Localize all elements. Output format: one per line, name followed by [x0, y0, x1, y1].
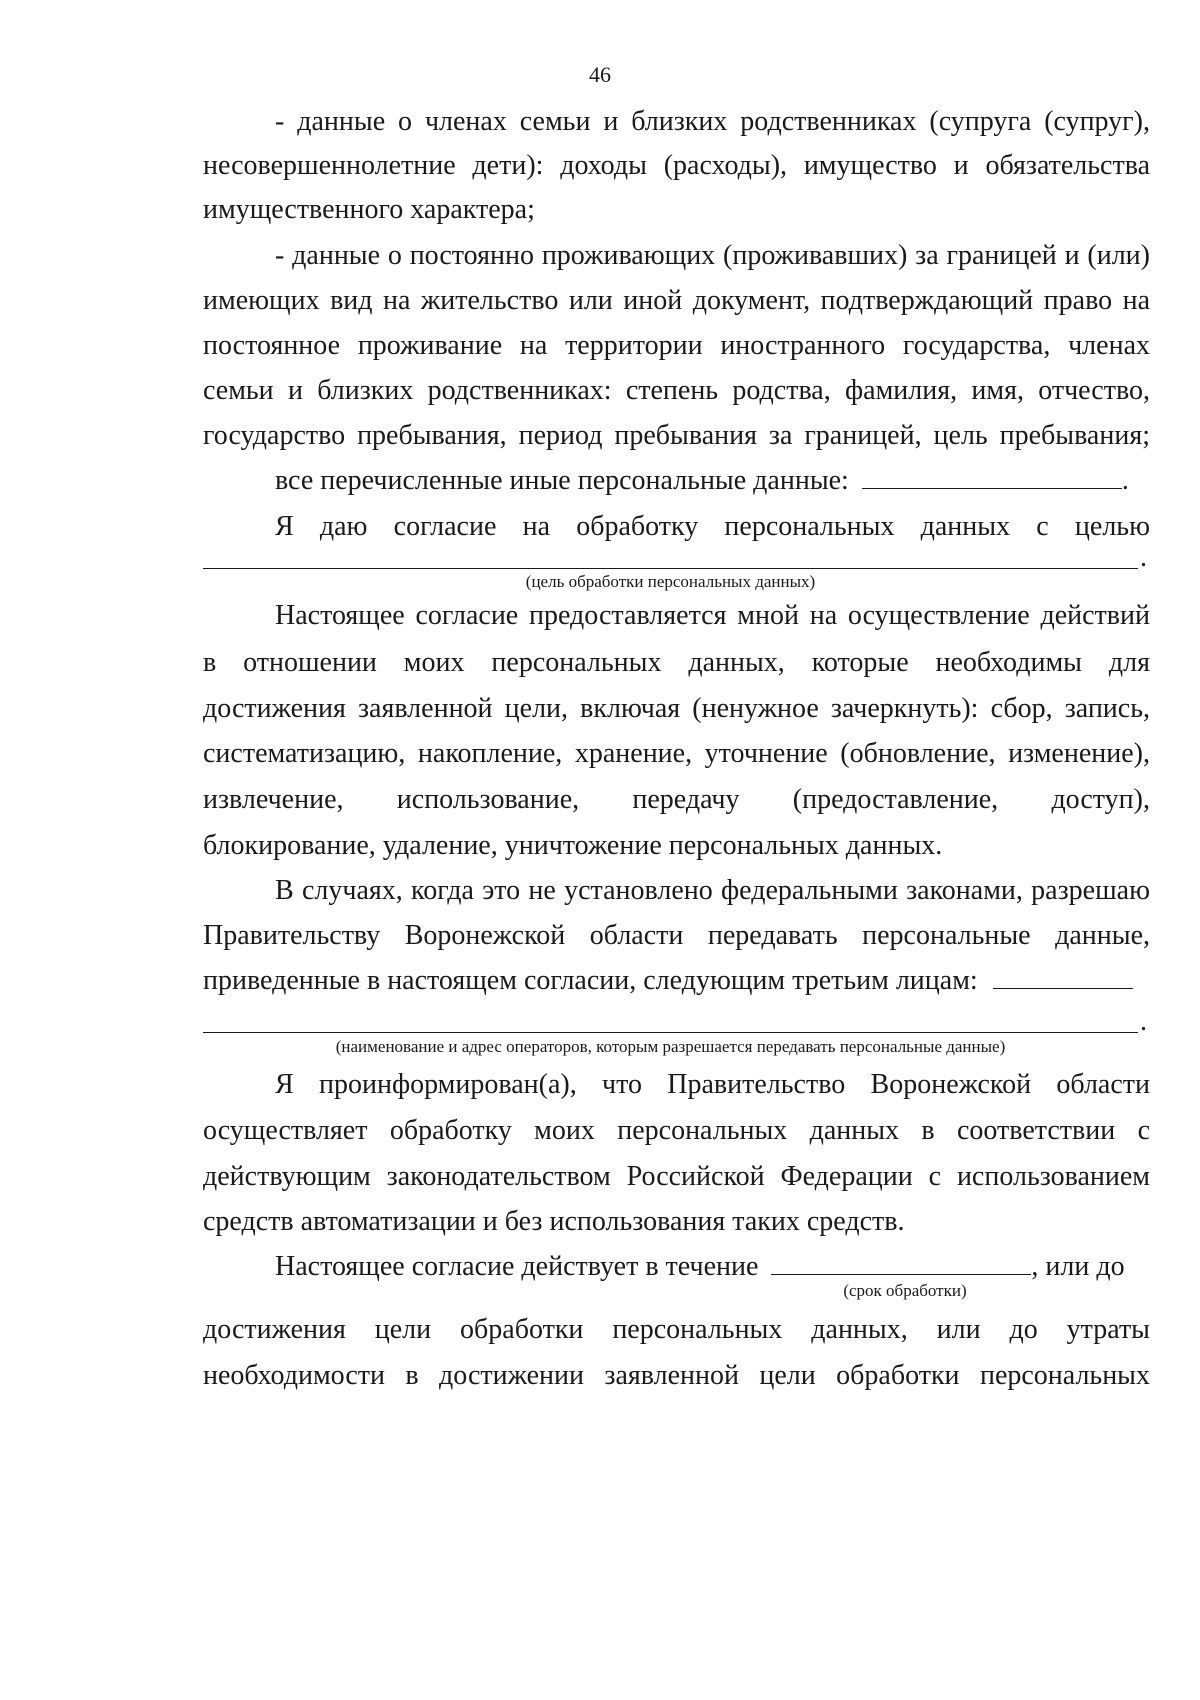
operators-field[interactable]	[203, 1032, 1138, 1033]
term-field[interactable]	[771, 1250, 1031, 1275]
text-line: Правительству Воронежской области передавать персональные данные,	[203, 920, 1150, 951]
text-line: систематизацию, накопление, хранение, уточнение (обновление, изменение),	[203, 738, 1150, 769]
text-line: достижения заявленной цели, включая (ненужное зачеркнуть): сбор, запись,	[203, 693, 1150, 724]
text-line: несовершеннолетние дети): доходы (расходы), имущество и обязательства	[203, 150, 1150, 181]
other-data-field[interactable]	[862, 464, 1122, 489]
text-line: Я даю согласие на обработку персональных данных с целью	[275, 511, 1150, 542]
text-line: в отношении моих персональных данных, которые необходимы для	[203, 647, 1150, 678]
term-suffix: , или до	[1031, 1251, 1125, 1282]
third-parties-label: приведенные в настоящем согласии, следующим третьим лицам:	[203, 965, 978, 996]
text-line: Я проинформирован(а), что Правительство Воронежской области	[275, 1069, 1150, 1100]
text-line: извлечение, использование, передачу (предоставление, доступ),	[203, 784, 1150, 815]
text-line: постоянное проживание на территории иностранного государства, членах	[203, 330, 1150, 361]
term-label: Настоящее согласие действует в течение	[275, 1251, 759, 1282]
text-line: - данные о постоянно проживающих (проживавших) за границей и (или)	[275, 240, 1150, 271]
text-line: В случаях, когда это не установлено федеральными законами, разрешаю	[275, 875, 1150, 906]
other-data-line: все перечисленные иные персональные данные: .	[275, 465, 1129, 496]
text-line: действующим законодательством Российской Федерации с использованием	[203, 1161, 1150, 1192]
text-line: необходимости в достижении заявленной цели обработки персональных	[203, 1360, 1150, 1391]
term-caption: (срок обработки)	[843, 1281, 967, 1300]
page-number: 46	[589, 62, 611, 87]
document-page: 46 - данные о членах семьи и близких родственниках (супруга (супруг), несовершеннолетние дети): доходы (расходы), имущество и обязательства имущественного характера; - данные о постоянно проживающих (проживавших) за границей и (или) имеющих вид на жительство или иной документ, подтверждающий право на постоянное проживание на территории иностранного государства, членах семьи и близких родственниках: степень родства, фамилия, имя, отчество, государство пребывания, период пребывания за границей, цель пребывания; все перечисленные иные персональные данные: . Я даю согласие на обработку персональных данных с целью . (цель обработки персональных данных) Настоящее согласие предоставляется мной на осуществление действий в отношении моих персональных данных, которые необходимы для достижения заявленной цели, включая (ненужное зачеркнуть): сбор, запись, систематизацию, накопление, хранение, уточнение (обновление, изменение), извлечение, использование, передачу (предоставление, доступ), блокирование, удаление, уничтожение персональных данных. В случаях, когда это не установлено федеральными законами, разрешаю Правительству Воронежской области передавать персональные данные, приведенные в настоящем согласии, следующим третьим лицам: . (наименование и адрес операторов, которым разрешается передавать персональные данные) Я проинформирован(а), что Правительство Воронежской области осуществляет обработку моих персональных данных в соответствии с действующим законодательством Российской Федерации с использованием средств автоматизации и без использования таких средств. Настоящее согласие действует в течение , или до (срок обработки) достижения цели обработки персональных данных, или до утраты необходимости в достижении заявленной цели обработки персональных	[0, 0, 1200, 1700]
term-line	[275, 1249, 1150, 1285]
text-line: блокирование, удаление, уничтожение персональных данных.	[203, 830, 943, 861]
text-line: достижения цели обработки персональных данных, или до утраты	[203, 1314, 1150, 1345]
text-line: осуществляет обработку моих персональных данных в соответствии с	[203, 1115, 1150, 1146]
text-line: государство пребывания, период пребывания за границей, цель пребывания;	[203, 420, 1150, 451]
third-parties-line	[203, 963, 1150, 999]
text-line: Настоящее согласие предоставляется мной на осуществление действий	[275, 600, 1150, 631]
text-line: имеющих вид на жительство или иной документ, подтверждающий право на	[203, 285, 1150, 316]
text-line: - данные о членах семьи и близких родственниках (супруга (супруг),	[275, 106, 1150, 137]
other-data-label: все перечисленные иные персональные данные:	[275, 465, 849, 496]
operators-caption: (наименование и адрес операторов, которым разрешается передавать персональные данные)	[335, 1037, 1006, 1056]
purpose-field[interactable]	[203, 568, 1138, 569]
third-parties-field[interactable]	[993, 964, 1133, 989]
purpose-caption: (цель обработки персональных данных)	[525, 572, 816, 591]
text-line: средств автоматизации и без использования таких средств.	[203, 1206, 905, 1237]
text-line: семьи и близких родственниках: степень родства, фамилия, имя, отчество,	[203, 375, 1150, 406]
text-line: имущественного характера;	[203, 194, 535, 225]
